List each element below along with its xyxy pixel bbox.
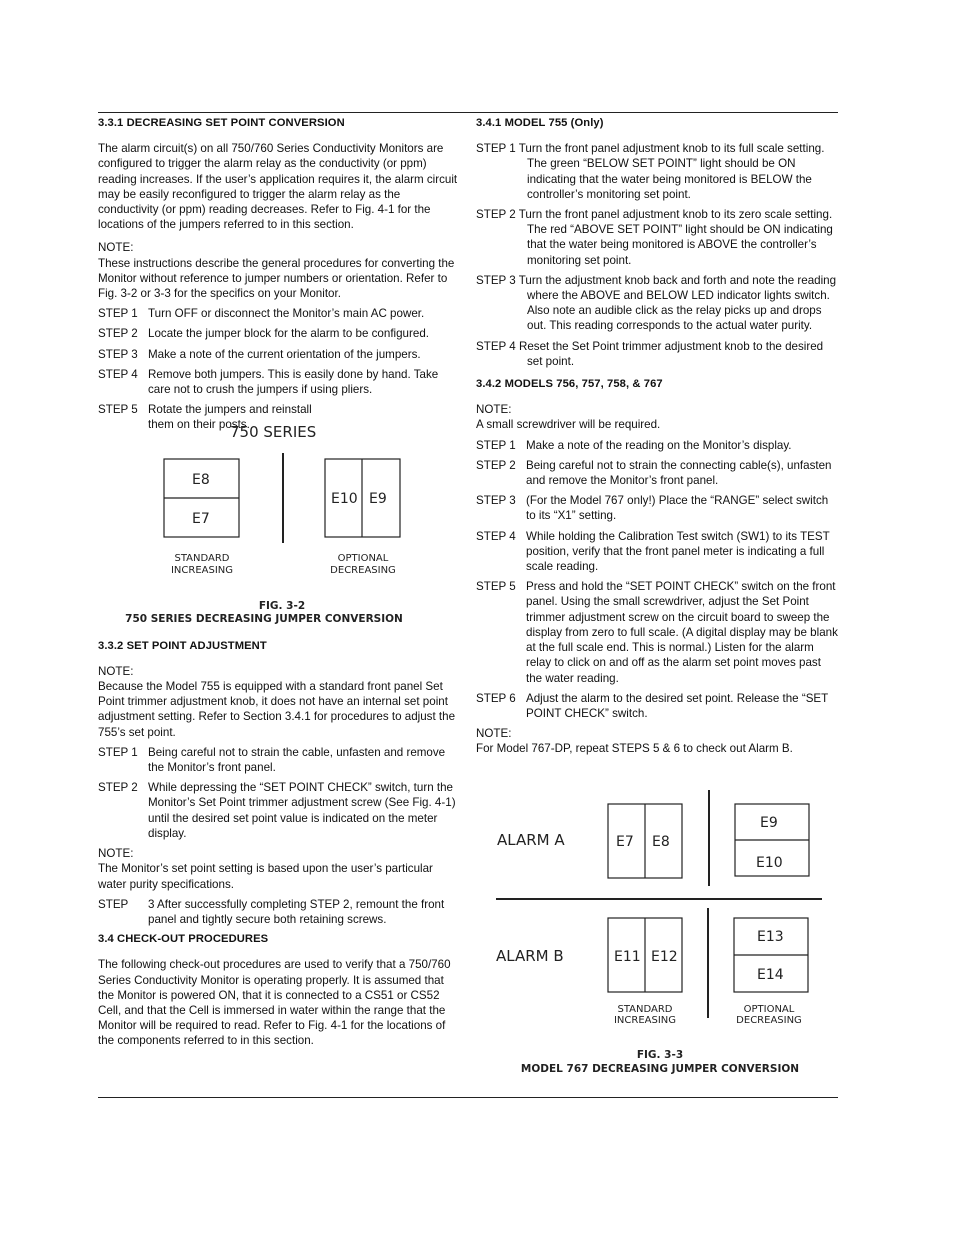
step-label: STEP 3: [98, 347, 138, 361]
step-text: While depressing the “SET POINT CHECK” switch, turn the Monitor’s Set Point trimmer adjustment screw (See Fig. 4-1) until the desired set point value is indicated on the meter display.: [148, 781, 456, 840]
section-heading-3-4-1: 3.4.1 MODEL 755 (Only): [476, 117, 604, 129]
note-text: The Monitor’s set point setting is based upon the user’s particular water purity specifications.: [98, 862, 433, 891]
note-text: A small screwdriver will be required.: [476, 418, 661, 432]
step-item: STEP 3 Turn the adjustment knob back and forth and note the reading where the ABOVE and BELOW LED indicator lights switch. Also note an audible click as the relay picks up and drops out. This reading corresponds to the actual water purity.: [476, 273, 837, 333]
step-label: STEP: [98, 897, 129, 911]
note-label: NOTE:: [476, 727, 512, 741]
jumper-label: E10: [756, 855, 783, 871]
left-column: [98, 116, 458, 1054]
note-label: NOTE:: [98, 664, 134, 678]
step-item: [476, 438, 838, 453]
optional-caption: OPTIONAL: [743, 1004, 795, 1015]
note-text: For Model 767-DP, repeat STEPS 5 & 6 to check out Alarm B.: [476, 742, 793, 756]
step-label: STEP 1: [476, 438, 516, 452]
step-label: STEP 6: [476, 691, 516, 705]
step-label: STEP 1: [98, 307, 138, 321]
note-text: Because the Model 755 is equipped with a standard front panel Set Point trimmer adjustment knob, it does not have an internal set point adjustment setting. Refer to Section 3.4.1 for procedures to adjust the 755’s set point.: [98, 680, 456, 739]
step-item: [98, 326, 458, 341]
top-rule: [98, 112, 838, 113]
step-text: Remove both jumpers. This is easily done by hand. Take care not to crush the jumpers if using pliers.: [148, 367, 439, 397]
step-item: [476, 579, 838, 685]
note-label: NOTE:: [98, 241, 134, 255]
series-title: 750 SERIES: [230, 422, 317, 441]
figure-number: FIG. 3-3: [636, 1049, 684, 1061]
step-item: [98, 780, 458, 841]
note-label: NOTE:: [476, 403, 512, 417]
step-text: 3 After successfully completing STEP 2, remount the front panel and tightly secure both retaining screws.: [148, 897, 445, 926]
section-heading-3-4: 3.4 CHECK-OUT PROCEDURES: [98, 933, 269, 946]
step-label: STEP 5: [476, 580, 516, 594]
jumper-label: E7: [192, 510, 210, 527]
step-item: [98, 745, 458, 775]
note-label: NOTE:: [98, 847, 134, 861]
step-label: STEP 4: [476, 529, 516, 543]
section-heading-3-3-2: 3.3.2 SET POINT ADJUSTMENT: [98, 639, 267, 652]
note: [98, 664, 458, 740]
right-column: [476, 116, 838, 762]
step-text: Being careful not to strain the cable, unfasten and remove the Monitor’s front panel.: [148, 745, 446, 775]
jumper-label: E7: [616, 834, 634, 850]
step-label: STEP 2: [476, 458, 516, 472]
section-heading-3-4-2: 3.4.2 MODELS 756, 757, 758, & 767: [476, 378, 663, 391]
step-label: STEP 1: [98, 745, 138, 759]
note-text: These instructions describe the general procedures for converting the Monitor without reference to jumper numbers or orientation. Refer to Fig. 3-2 or 3-3 for the specifics on your Monitor.: [98, 256, 455, 301]
jumper-label: E11: [614, 949, 641, 965]
decreasing-caption: DECREASING: [330, 564, 396, 576]
step-item: [476, 458, 838, 488]
step-text: Locate the jumper block for the alarm to be configured.: [148, 327, 429, 341]
bottom-rule: [98, 1097, 838, 1098]
jumper-label: E12: [651, 949, 678, 965]
step-item: [98, 367, 458, 397]
note: [98, 240, 458, 301]
jumper-label: E8: [652, 834, 670, 850]
step-item: [98, 347, 458, 362]
step-item: STEP 2 Turn the front panel adjustment knob to its zero scale setting. The red “ABOVE SET POINT” light should be ON indicating that the water being monitored is ABOVE the controller’s monitoring set point.: [476, 208, 833, 267]
step-text: Make a note of the reading on the Monitor’s display.: [526, 438, 792, 452]
optional-caption: OPTIONAL: [337, 552, 389, 564]
alarm-a-label: ALARM A: [497, 831, 565, 849]
fig-3-2-diagram: [98, 421, 458, 631]
figure-caption: 750 SERIES DECREASING JUMPER CONVERSION: [125, 612, 403, 625]
step-item: [98, 897, 458, 927]
step-text: While holding the Calibration Test switch (SW1) to its TEST position, verify that the front panel meter is indicating a full scale reading.: [526, 529, 830, 574]
step-text: Turn OFF or disconnect the Monitor’s main AC power.: [148, 307, 425, 321]
jumper-label: E10: [331, 490, 358, 507]
step-item: [476, 691, 838, 721]
step-text: Being careful not to strain the connecting cable(s), unfasten and remove the Monitor’s front panel.: [526, 458, 832, 488]
step-text: Adjust the alarm to the desired set point. Release the “SET POINT CHECK” switch.: [526, 691, 829, 720]
jumper-label: E13: [757, 929, 784, 945]
fig-3-3-diagram: [490, 788, 840, 1080]
standard-caption: STANDARD: [174, 552, 230, 564]
increasing-caption: INCREASING: [170, 564, 234, 576]
jumper-label: E8: [192, 471, 210, 488]
step-text: Press and hold the “SET POINT CHECK” switch on the front panel. Using the small screwdriver, adjust the Set Point trimmer adjustment screw on the circuit board to sweep the display from zero to full scale. (A digital display may be blank at the full scale end. This is normal.) Listen for the alarm relay to click on and off as the alarm set point moves past the water reading.: [526, 580, 838, 685]
step-text: Make a note of the current orientation of the jumpers.: [148, 347, 421, 361]
step-item: [476, 529, 838, 575]
figure-number: FIG. 3-2: [258, 599, 306, 612]
note: [476, 726, 838, 756]
alarm-b-label: ALARM B: [496, 947, 564, 965]
step-item: STEP 4 Reset the Set Point trimmer adjustment knob to the desired set point.: [476, 339, 824, 368]
step-label: STEP 2: [98, 327, 138, 341]
jumper-label: E14: [757, 967, 784, 983]
step-label: STEP 3: [476, 494, 516, 508]
step-label: STEP 5: [98, 403, 138, 417]
jumper-label: E9: [369, 490, 387, 507]
step-text: (For the Model 767 only!) Place the “RANGE” select switch to its “X1” setting.: [526, 494, 829, 523]
decreasing-caption: DECREASING: [736, 1015, 802, 1026]
standard-caption: STANDARD: [617, 1004, 673, 1015]
jumper-label: E9: [760, 815, 778, 831]
increasing-caption: INCREASING: [613, 1015, 677, 1026]
step-item: STEP 1 Turn the front panel adjustment knob to its full scale setting. The green “BELOW SET POINT” light should be ON indicating that the water being monitored is BELOW the controller’s monitoring set point.: [476, 142, 825, 201]
step-label: STEP 2: [98, 781, 138, 795]
paragraph: The alarm circuit(s) on all 750/760 Series Conductivity Monitors are configured to trigger the alarm relay as the conductivity (or ppm) reading increases. If the user’s application requires it, the alarm circuit may be easily reconfigured to trigger the alarm relay as the conductivity (or ppm) reading decreases. Refer to Fig. 4-1 for the locations of the jumpers referred to in this section.: [98, 142, 458, 232]
note: [476, 402, 838, 432]
note: [98, 846, 458, 892]
section-heading-3-3-1: 3.3.1 DECREASING SET POINT CONVERSION: [98, 117, 345, 129]
figure-caption: MODEL 767 DECREASING JUMPER CONVERSION: [520, 1063, 800, 1075]
step-label: STEP 4: [98, 367, 138, 381]
paragraph: The following check-out procedures are used to verify that a 750/760 Series Conductivity Monitor is operating properly. It is assumed that the Monitor is powered ON, that it is connected to a CS51 or CS52 Cell, and that the Cell is immersed in water within the range that the Monitor will be required to read. Refer to Fig. 4-1 for the locations of the components referred to in this section.: [98, 958, 451, 1048]
step-item: [98, 306, 458, 321]
step-text: Rotate the jumpers and reinstall them on their posts.: [148, 403, 312, 432]
step-item: [476, 493, 838, 523]
